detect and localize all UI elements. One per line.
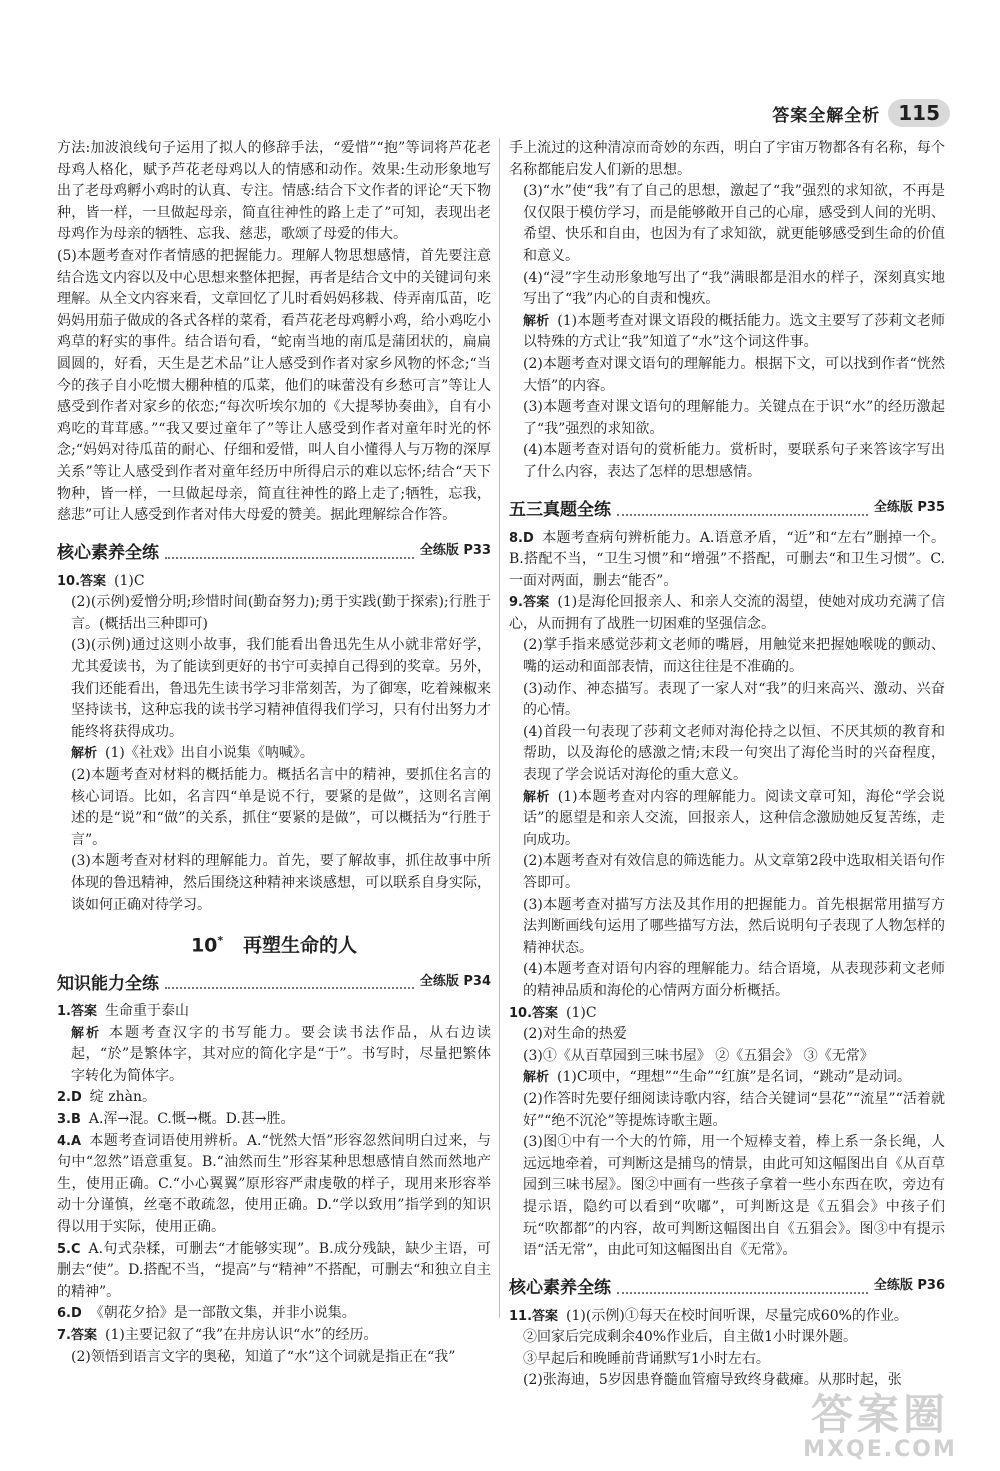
section-header bbox=[57, 539, 491, 565]
header-title: 答案全解全析 bbox=[772, 105, 881, 126]
answer-text: 本题考查病句辨析能力。A.语意矛盾，“近”和“左右”删掉一个。B.搭配不当，“卫生习惯”和“增强”不搭配，可删去“和卫生习惯”。C.一面对两面，删去“能否”。 bbox=[509, 529, 945, 589]
answer-text: 本题考查词语使用辨析。A.“恍然大悟”形容忽然间明白过来，与句中“忽然”语意重复。B.“油然而生”形容某种思想感情自然而然地产生，使用正确。C.“小心翼翼”原形容严肃虔敬的样子，现用来形容举动十分谨慎，丝毫不敢疏忽，使用正确。D.“学以致用”指学到的知识得以用于实际，使用正确。 bbox=[57, 1132, 491, 1236]
dotted-leader bbox=[617, 1292, 868, 1294]
analysis-text: (2)本题考查对课文语句的理解能力。根据下文，可以找到作者“恍然大悟”的内容。 bbox=[523, 355, 945, 394]
paragraph: 手上流过的这种清凉而奇妙的东西，明白了宇宙万物都各有名称，每个名称都能启发人们新的思想。 bbox=[509, 140, 945, 178]
answer-text: 生命重于泰山 bbox=[104, 1003, 189, 1020]
answer-text: 绽 zhàn。 bbox=[89, 1089, 156, 1106]
answer-label: 10.答案 bbox=[57, 573, 107, 589]
watermark-logo bbox=[790, 1391, 970, 1463]
analysis-text: (1)《社戏》出自小说集《呐喊》。 bbox=[105, 745, 314, 762]
answer-text: (4)首段一句表现了莎莉文老师对海伦持之以恒、不厌其烦的教育和帮助，以及海伦的感激之情;末段一句突出了海伦当时的兴奋程度，表现了学会说话对海伦的重大意义。 bbox=[523, 723, 945, 784]
dotted-leader bbox=[617, 514, 868, 516]
analysis-label: 解析 bbox=[523, 313, 550, 329]
answer-label: 11.答案 bbox=[509, 1308, 559, 1324]
analysis-label: 解析 bbox=[71, 746, 98, 762]
section-page-ref: 全练版 P33 bbox=[419, 543, 491, 559]
answer-text: ②回家后完成剩余40%作业后，自主做1小时课外题。 bbox=[523, 1329, 858, 1346]
paragraph: (3)“水”使“我”有了自己的思想，激起了“我”强烈的求知欲，不再是仅仅限于模仿学习，而是能够敞开自己的心扉，感受到人间的光明、希望、快乐和自由，也因为有了求知欲，就更能够感受到生命的价值和意义。 bbox=[523, 183, 945, 264]
column-divider bbox=[499, 138, 500, 1318]
answer-item bbox=[57, 1325, 491, 1347]
analysis-text: (2)作答时先要仔细阅读诗歌内容，结合关键词“昙花”“流星”“活着就好”“绝不沉沦”等提炼诗歌主题。 bbox=[523, 1090, 945, 1129]
analysis-text: (4)本题考查对语句内容的理解能力。结合语境，从表现莎莉文老师的精神品质和海伦的心情两方面分析概括。 bbox=[523, 961, 945, 999]
section-title: 五三真题全练 bbox=[509, 499, 611, 520]
analysis-item bbox=[509, 1067, 945, 1089]
answer-item bbox=[57, 1087, 491, 1109]
paragraph: (5)本题考查对作者情感的把握能力。理解人物思想感情，首先要注意结合选文内容以及中心思想来整体把握，再者是结合文中的关键词句来理解。从全文内容来看，文章回忆了儿时看妈妈移栽、侍弄南瓜苗，吃妈妈用茄子做成的各式各样的菜肴，看芦花老母鸡孵小鸡，给小鸡吃小鸡草的籽实的事件。结合语句看，“蛇南当地的南瓜是蒲团状的，扁扁圆圆的，好看，天生是艺术品”让人感受到作者对家乡风物的怀念;“当今的孩子自小吃惯大棚种植的瓜菜，他们的味蕾没有乡愁可言”等让人感受到作者对家乡的依恋;“每次听埃尔加的《大提琴协奏曲》，自有小鸡吃的茸茸感。”“我又要过童年了”等让人感受到作者对童年时光的怀念;“妈妈对待瓜苗的耐心、仔细和爱惜，叫人自小懂得人与万物的深厚关系”等让人感受到作者对童年经历中所得启示的难以忘怀;结合“天下物种，皆一样，一旦做起母亲，简直往神性的路上走了;牺牲，忘我，慈悲”可让人感受到作者对伟大母爱的赞美。据此理解综合作答。 bbox=[57, 247, 491, 524]
answer-text: A.句式杂糅，可删去“才能够实现”。B.成分残缺，缺少主语，可删去“使”。D.搭配不当，“提高”与“精神”不搭配，可删去“和独立自主的精神”。 bbox=[57, 1240, 491, 1300]
answer-text: (2)领悟到语言文字的奥秘，知道了“水”这个词就是指正在“我” bbox=[71, 1348, 456, 1365]
analysis-text: (1)本题考查对内容的理解能力。阅读文章可知，海伦“学会说话”的愿望是和亲人交流，回报亲人，这种信念激励她反复苦练，走向成功。 bbox=[523, 788, 945, 848]
section-page-ref: 全练版 P36 bbox=[873, 1278, 945, 1294]
watermark-url: MXQE.COM bbox=[803, 1437, 957, 1462]
analysis-label: 解析 bbox=[71, 1025, 101, 1041]
answer-label: 6.D bbox=[57, 1306, 82, 1322]
analysis-item bbox=[509, 311, 945, 354]
analysis-item bbox=[509, 787, 945, 852]
answer-text: 《朝花夕拾》是一部散文集，并非小说集。 bbox=[89, 1305, 356, 1322]
lesson-name: 再塑生命的人 bbox=[243, 934, 358, 957]
answer-text: (1)主要记叙了“我”在井房认识“水”的经历。 bbox=[104, 1327, 378, 1344]
answer-text: (3)①《从百草园到三味书屋》 ②《五猖会》 ③《无常》 bbox=[523, 1047, 874, 1064]
lesson-title bbox=[57, 930, 491, 957]
answer-text: (2)掌手指来感觉莎莉文老师的嘴唇，用触觉来把握她喉咙的颤动、嘴的运动和面部表情，而这往往是不准确的。 bbox=[523, 637, 945, 676]
answer-item bbox=[57, 571, 491, 593]
section-page-ref: 全练版 P34 bbox=[419, 973, 491, 989]
analysis-item bbox=[57, 743, 491, 765]
section-title: 核心素养全练 bbox=[57, 543, 159, 564]
answer-label: 7.答案 bbox=[57, 1328, 97, 1344]
answer-item bbox=[509, 1306, 945, 1328]
answer-text: (1)C bbox=[566, 1004, 597, 1021]
section-header bbox=[509, 1274, 945, 1300]
answer-item bbox=[509, 592, 945, 635]
answer-item bbox=[57, 1109, 491, 1131]
analysis-text: (3)本题考查对材料的理解能力。首先，要了解故事，抓住故事中所体现的鲁迅精神，然后围绕这种精神来谈感想，可以联系自身实际，谈如何正确对待学习。 bbox=[71, 853, 491, 913]
section-page-ref: 全练版 P35 bbox=[873, 499, 945, 515]
answer-label: 4.A bbox=[57, 1133, 82, 1149]
answer-item bbox=[509, 1003, 945, 1025]
answer-label: 2.D bbox=[57, 1090, 82, 1106]
answer-text: (3)(示例)通过这则小故事，我们能看出鲁迅先生从小就非常好学，尤其爱读书，为了能读到更好的书宁可卖掉自己得到的奖章。另外，我们还能看出，鲁迅先生读书学习非常刻苦，为了御寒，吃着辣椒来坚持读书，这种忘我的读书学习精神值得我们学习，只有付出努力才能终将获得成功。 bbox=[71, 637, 491, 740]
answer-text: (3)动作、神态描写。表现了一家人对“我”的归来高兴、激动、兴奋的心情。 bbox=[523, 680, 945, 719]
answer-text: (1)C bbox=[114, 572, 145, 589]
analysis-label: 解析 bbox=[523, 1070, 550, 1086]
section-title: 核心素养全练 bbox=[509, 1278, 611, 1299]
dotted-leader bbox=[165, 557, 414, 559]
paragraph: (4)“浸”字生动形象地写出了“我”满眼都是泪水的样子，深刻真实地写出了“我”内心的自责和愧疚。 bbox=[523, 269, 945, 308]
left-column bbox=[57, 138, 491, 1451]
right-column bbox=[509, 138, 945, 1451]
section-title: 知识能力全练 bbox=[57, 973, 159, 994]
answer-text: (1)是海伦回报亲人、和亲人交流的渴望，使她对成功充满了信心，从而拥有了战胜一切困难的坚强信念。 bbox=[509, 594, 945, 632]
answer-text: (1)(示例)①每天在校时间听课，尽量完成60%的作业。 bbox=[566, 1307, 908, 1324]
analysis-text: (3)图①中有一个大的竹筛，用一个短棒支着，棒上系一条长绳，人远远地牵着，可判断这是捕鸟的情景，由此可知这幅图出自《从百草园到三味书屋》。图②中画有一些孩子拿着一些小东西在吹，旁边有提示语，隐约可以看到“吹嘟”，可判断这是《五猖会》中孩子们玩“吹都都”的内容，故可判断这幅图出自《五猖会》。图③中有提示语“活无常”，由此可知这幅图出自《无常》。 bbox=[523, 1134, 945, 1259]
watermark-text: 答案圈 bbox=[810, 1390, 949, 1439]
answer-label: 9.答案 bbox=[509, 595, 550, 611]
page-header bbox=[772, 96, 950, 130]
answer-text: ③早起后和晚睡前背诵默写1小时左右。 bbox=[523, 1350, 770, 1367]
analysis-text: (1)C项中，“理想”“生命”“红旗”是名词，“跳动”是动词。 bbox=[557, 1069, 911, 1086]
answer-label: 5.C bbox=[57, 1241, 81, 1257]
answer-label: 10.答案 bbox=[509, 1005, 559, 1021]
answer-item bbox=[57, 1303, 491, 1325]
answer-label: 8.D bbox=[509, 530, 534, 546]
answer-item bbox=[509, 528, 945, 593]
answer-text: (2)张海迪，5岁因患脊髓血管瘤导致终身截瘫。从那时起，张 bbox=[523, 1372, 902, 1389]
analysis-label: 解析 bbox=[523, 789, 550, 805]
lesson-mark: * bbox=[217, 934, 224, 948]
page-number: 115 bbox=[888, 99, 950, 127]
analysis-text: (2)本题考查对材料的概括能力。概括名言中的精神，要抓住名言的核心词语。比如，名言四“单是说不行，要紧的是做”，这则名言阐述的是“说”和“做”的关系，抓住“要紧的是做”，可以概括为“行胜于言”。 bbox=[71, 767, 491, 848]
paragraph: 方法:加波浪线句子运用了拟人的修辞手法，“爱惜”“抱”等词将芦花老母鸡人格化，赋予芦花老母鸡以人的情感和动作。效果:生动形象地写出了老母鸡孵小鸡时的认真、专注。情感:结合下文作者的评论“天下物种，皆一样，一旦做起母亲，简直往神性的路上走了”可知，表现出老母鸡作为母亲的牺牲、忘我、慈悲，歌颂了母爱的伟大。 bbox=[57, 140, 491, 243]
answer-text: (2)对生命的热爱 bbox=[523, 1026, 627, 1043]
analysis-text: (4)本题考查对语句的赏析能力。赏析时，要联系句子来答该字写出了什么内容，表达了怎样的思想感情。 bbox=[523, 442, 945, 480]
analysis-item bbox=[57, 1023, 491, 1088]
answer-item bbox=[57, 1001, 491, 1023]
analysis-text: (2)本题考查对有效信息的筛选能力。从文章第2段中选取相关语句作答即可。 bbox=[523, 853, 945, 891]
answer-label: 3.B bbox=[57, 1112, 81, 1128]
analysis-text: (1)本题考查对课文语段的概括能力。选文主要写了莎莉文老师以特殊的方式让“我”知道了“水”这个词这件事。 bbox=[523, 312, 945, 351]
analysis-text: 本题考查汉字的书写能力。要会读书法作品，从右边读起，“於”是繁体字，其对应的简化字是“于”。书写时，尽量把繁体字转化为简体字。 bbox=[71, 1024, 491, 1084]
answer-text: (2)(示例)爱憎分明;珍惜时间(勤奋努力);勇于实践(勤于探索);行胜于言。(概括出三种即可) bbox=[71, 594, 491, 632]
analysis-text: (3)本题考查对课文语句的理解能力。关键点在于识“水”的经历激起了“我”强烈的求知欲。 bbox=[523, 399, 945, 437]
section-header bbox=[57, 969, 491, 995]
section-header bbox=[509, 496, 945, 522]
answer-item bbox=[57, 1239, 491, 1304]
answer-item bbox=[57, 1131, 491, 1239]
answer-label: 1.答案 bbox=[57, 1004, 97, 1020]
lesson-number: 10 bbox=[190, 934, 218, 957]
answer-text: A.浑→混。C.慨→概。D.甚→胜。 bbox=[88, 1111, 295, 1128]
analysis-text: (3)本题考查对描写方法及其作用的把握能力。首先根据常用描写方法判断画线句运用了哪些描写方法，然后说明句子表现了人物怎样的精神状态。 bbox=[523, 896, 945, 956]
dotted-leader bbox=[165, 987, 414, 989]
